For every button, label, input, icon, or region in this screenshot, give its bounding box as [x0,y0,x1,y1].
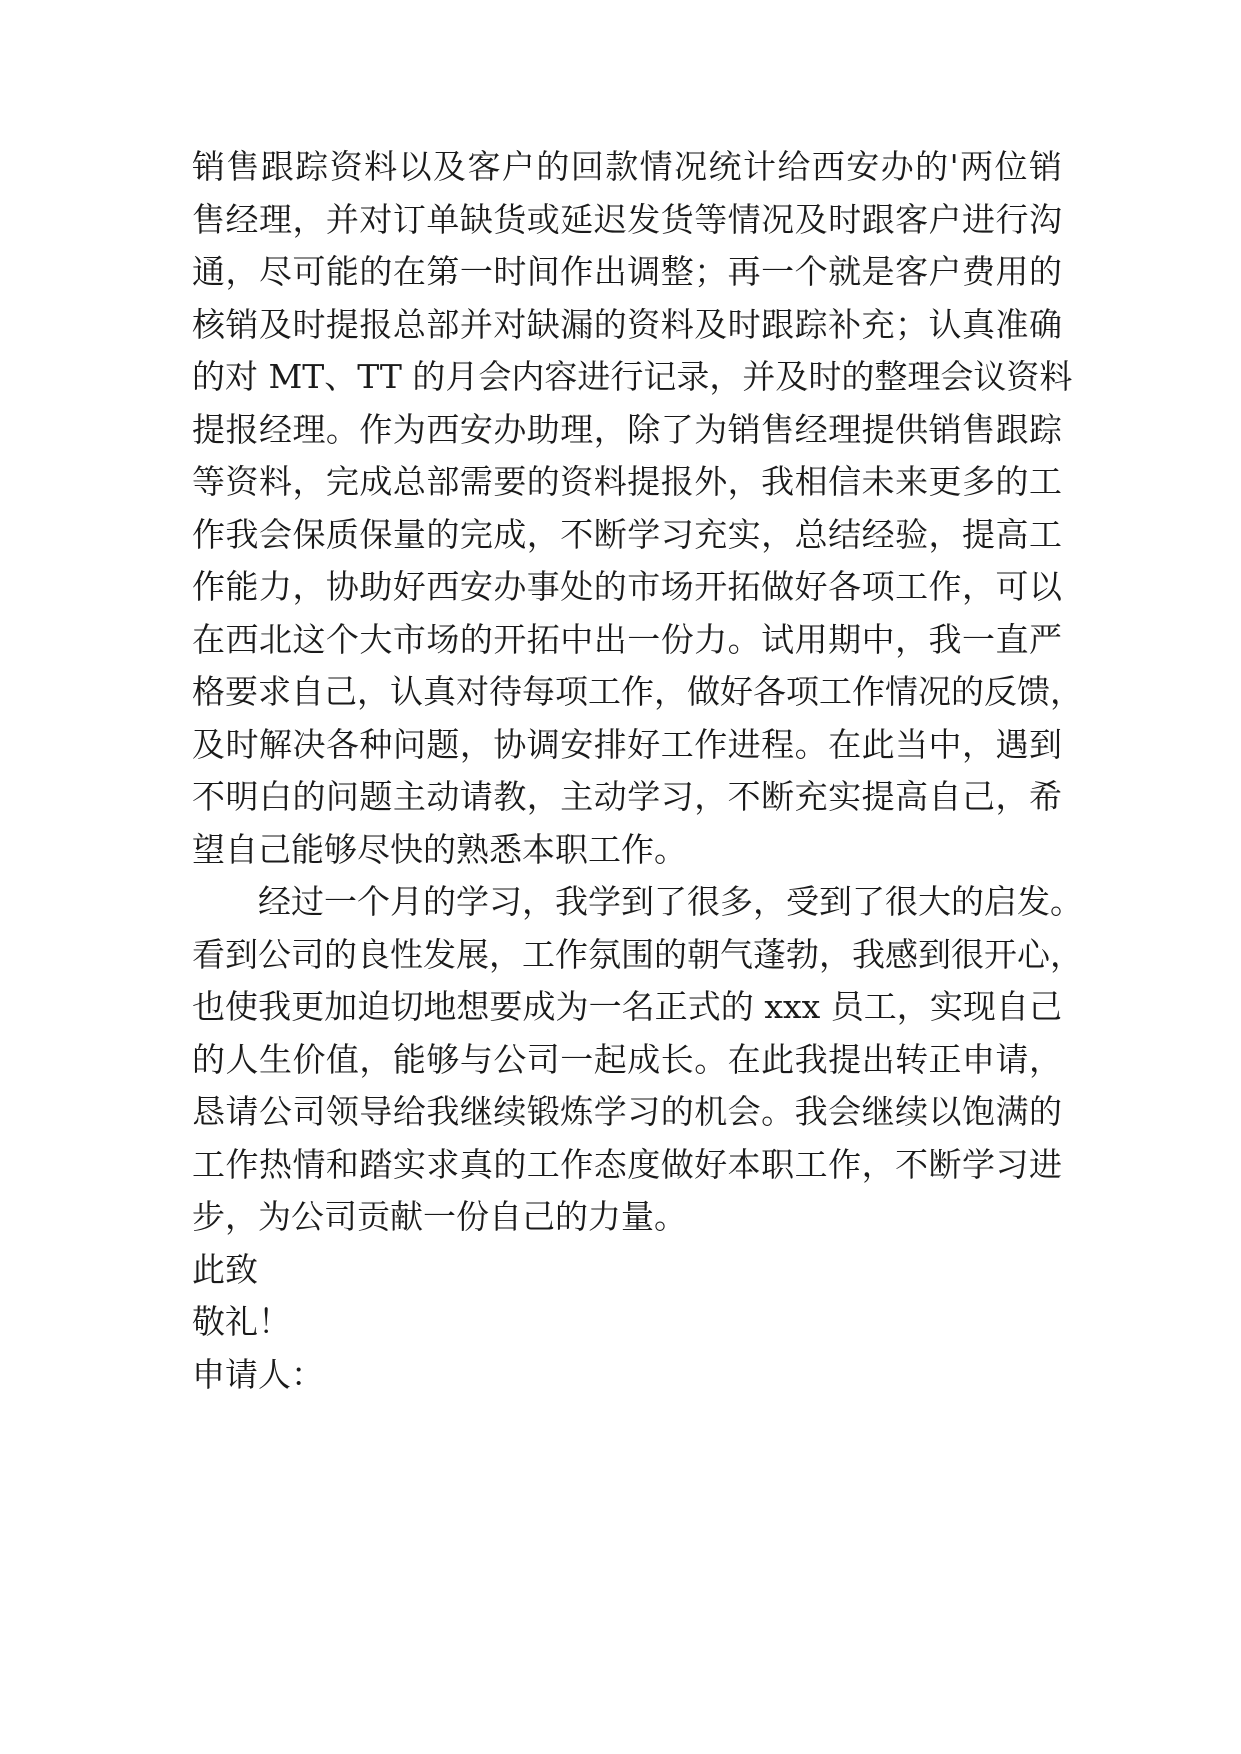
body-line: 在西北这个大市场的开拓中出一份力。试用期中，我一直严 [192,620,1062,659]
body-line: 的对 MT、TT 的月会内容进行记录，并及时的整理会议资料 [192,357,1073,396]
body-line: 工作热情和踏实求真的工作态度做好本职工作，不断学习进 [192,1145,1062,1184]
body-line: 通，尽可能的在第一时间作出调整；再一个就是客户费用的 [192,252,1062,291]
body-line: 作能力，协助好西安办事处的市场开拓做好各项工作，可以 [192,567,1062,606]
body-line: 销售跟踪资料以及客户的回款情况统计给西安办的'两位销 [192,147,1062,186]
body-line: 售经理，并对订单缺货或延迟发货等情况及时跟客户进行沟 [192,200,1062,239]
body-line: 恳请公司领导给我继续锻炼学习的机会。我会继续以饱满的 [192,1092,1062,1131]
body-line: 经过一个月的学习，我学到了很多，受到了很大的启发。 [258,882,1083,921]
body-line: 等资料，完成总部需要的资料提报外，我相信未来更多的工 [192,462,1062,501]
body-line: 望自己能够尽快的熟悉本职工作。 [192,830,687,869]
body-line: 的人生价值，能够与公司一起成长。在此我提出转正申请， [192,1040,1062,1079]
body-line: 不明白的问题主动请教，主动学习，不断充实提高自己，希 [192,777,1062,816]
body-line: 作我会保质保量的完成，不断学习充实，总结经验，提高工 [192,515,1062,554]
closing-text: 此致 [192,1250,258,1289]
body-line: 提报经理。作为西安办助理，除了为销售经理提供销售跟踪 [192,410,1062,449]
body-line: 核销及时提报总部并对缺漏的资料及时跟踪补充；认真准确 [192,305,1062,344]
body-line: 格要求自己，认真对待每项工作，做好各项工作情况的反馈， [192,672,1083,711]
signature-label: 申请人： [192,1355,324,1394]
body-line: 看到公司的良性发展，工作氛围的朝气蓬勃，我感到很开心， [192,935,1083,974]
salutation-text: 敬礼！ [192,1302,291,1341]
body-line: 及时解决各种问题，协调安排好工作进程。在此当中，遇到 [192,725,1062,764]
body-line: 也使我更加迫切地想要成为一名正式的 xxx 员工，实现自己 [192,987,1062,1026]
body-line: 步，为公司贡献一份自己的力量。 [192,1197,687,1236]
